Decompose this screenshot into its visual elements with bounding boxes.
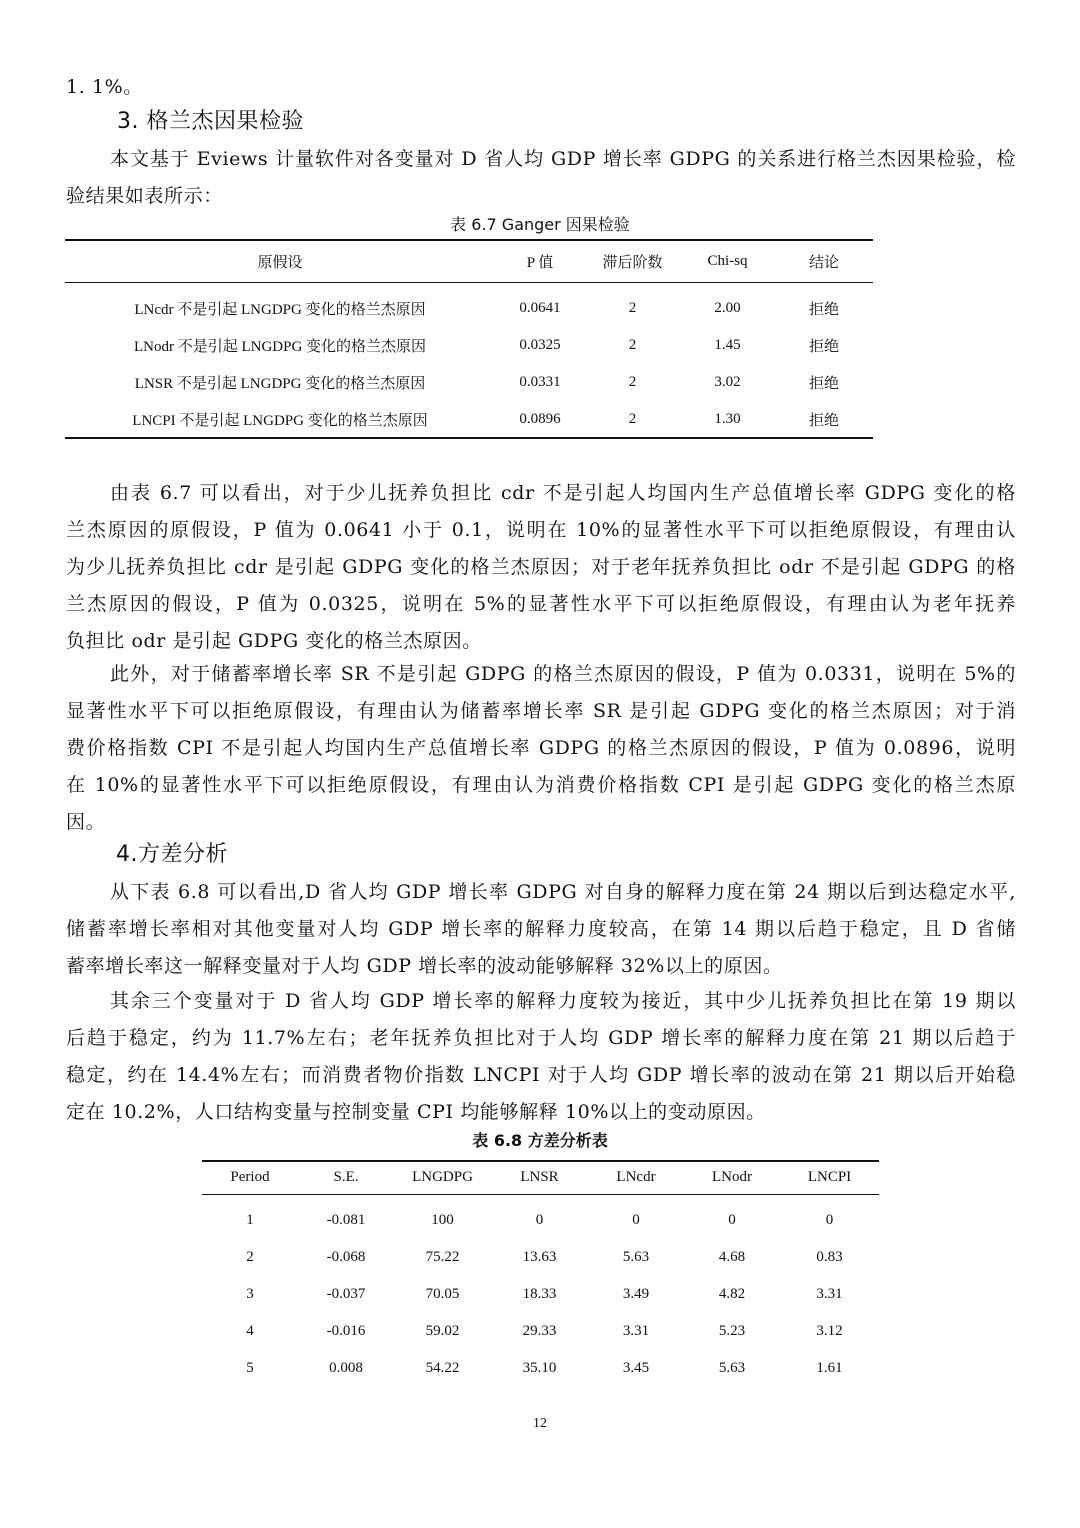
table-cell: 3.12 [816, 1323, 843, 1339]
table-cell: 1 [246, 1212, 254, 1229]
table-cell: -0.068 [326, 1249, 366, 1265]
table-row [202, 1350, 879, 1387]
table-cell: 1.61 [816, 1360, 843, 1376]
table68-caption: 表 6.8 方差分析表 [472, 1131, 608, 1150]
section3-heading: 3. 格兰杰因果检验 [117, 109, 304, 134]
para-b-line-4: 在 10%的显著性水平下可以拒绝原假设，有理由认为消费价格指数 CPI 是引起 GDPG 变化的格兰杰原 [66, 774, 1016, 796]
p-value-cell: 0.0325 [519, 337, 561, 353]
p-value-cell: 0.0641 [519, 300, 561, 317]
table-cell: 4 [246, 1323, 254, 1339]
header-cell: 原假设 [65, 240, 495, 282]
para-d-line-4: 定在 10.2%，人口结构变量与控制变量 CPI 均能够解释 10%以上的变动原因。 [66, 1101, 766, 1123]
table-cell: 75.22 [425, 1249, 460, 1265]
table-cell: 3.31 [816, 1286, 843, 1302]
para-c-line-1: 从下表 6.8 可以看出,D 省人均 GDP 增长率 GDPG 对自身的解释力度在第 24 期以后到达稳定水平, [110, 881, 1016, 903]
header-cell: LNodr [684, 1161, 780, 1194]
table-cell: 29.33 [522, 1323, 557, 1339]
header-cell: LNcdr [588, 1161, 684, 1194]
table-cell: -0.081 [326, 1212, 366, 1229]
table-cell: 5.63 [622, 1249, 650, 1265]
para-a-line-5: 负担比 odr 是引起 GDPG 变化的格兰杰原因。 [66, 630, 482, 652]
table-cell: 5 [246, 1360, 254, 1376]
section3-line-1: 本文基于 Eviews 计量软件对各变量对 D 省人均 GDP 增长率 GDPG 的关系进行格兰杰因果检验，检 [110, 148, 1016, 170]
table-header-row [65, 240, 873, 282]
para-a-line-1: 由表 6.7 可以看出，对于少儿抚养负担比 cdr 不是引起人均国内生产总值增长率 GDPG 变化的格 [110, 482, 1016, 504]
header-cell: P 值 [495, 240, 585, 282]
para-b-line-3: 费价格指数 CPI 不是引起人均国内生产总值增长率 GDPG 的格兰杰原因的假设，P 值为 0.0896，说明 [66, 737, 1016, 759]
table-cell: 5.63 [718, 1360, 746, 1376]
table-cell: 0.83 [816, 1249, 843, 1265]
table-row [202, 1194, 879, 1239]
para-d-line-3: 稳定，约在 14.4%左右；而消费者物价指数 LNCPI 对于人均 GDP 增长率的波动在第 21 期以后开始稳 [66, 1064, 1016, 1086]
lag-cell: 2 [628, 337, 637, 353]
para-c-line-2: 储蓄率增长率相对其他变量对人均 GDP 增长率的解释力度较高，在第 14 期以后趋于稳定，且 D 省储 [66, 918, 1016, 940]
table-cell: 3.31 [622, 1323, 650, 1339]
header-cell: LNSR [491, 1161, 588, 1194]
intro-line: 1. 1%。 [66, 76, 143, 98]
chi-sq-cell: 2.00 [714, 300, 741, 317]
page-number: 12 [533, 1416, 547, 1431]
hypothesis-cell: LNSR 不是引起 LNGDPG 变化的格兰杰原因 [134, 376, 426, 392]
table-cell: 2 [246, 1249, 254, 1265]
granger-table [65, 239, 873, 439]
table-row [65, 327, 873, 364]
table-cell: 0.008 [329, 1360, 363, 1376]
variance-decomposition-table [202, 1160, 879, 1387]
lag-cell: 2 [628, 300, 637, 317]
section3-line-2: 验结果如表所示： [66, 185, 223, 207]
header-cell: 滞后阶数 [585, 240, 680, 282]
table-cell: 35.10 [522, 1360, 557, 1376]
para-d-line-1: 其余三个变量对于 D 省人均 GDP 增长率的解释力度较为接近，其中少儿抚养负担比在第 19 期以 [110, 990, 1016, 1012]
header-cell: 结论 [775, 240, 873, 282]
table-cell: 100 [431, 1212, 454, 1229]
table-cell: 0 [825, 1212, 834, 1229]
header-cell: S.E. [298, 1161, 394, 1194]
table-cell: 4.68 [718, 1249, 746, 1265]
table-cell: 3.45 [622, 1360, 650, 1376]
p-value-cell: 0.0896 [519, 410, 561, 427]
table-row [65, 282, 873, 327]
table-cell: 3 [246, 1286, 254, 1302]
hypothesis-cell: LNcdr 不是引起 LNGDPG 变化的格兰杰原因 [134, 302, 426, 319]
p-value-cell: 0.0331 [519, 374, 561, 390]
para-a-line-2: 兰杰原因的原假设，P 值为 0.0641 小于 0.1，说明在 10%的显著性水平下可以拒绝原假设，有理由认 [66, 519, 1016, 541]
section4-heading: 4.方差分析 [116, 842, 228, 867]
hypothesis-cell: LNCPI 不是引起 LNGDPG 变化的格兰杰原因 [132, 412, 428, 429]
header-cell: LNGDPG [394, 1161, 491, 1194]
conclusion-cell: 拒绝 [808, 376, 839, 392]
para-b-line-1: 此外，对于储蓄率增长率 SR 不是引起 GDPG 的格兰杰原因的假设，P 值为 0.0331，说明在 5%的 [110, 663, 1016, 685]
table-cell: 4.82 [718, 1286, 746, 1302]
conclusion-cell: 拒绝 [808, 302, 839, 319]
table-cell: 3.49 [622, 1286, 650, 1302]
table-cell: 13.63 [522, 1249, 557, 1265]
chi-sq-cell: 1.45 [714, 337, 741, 353]
table-cell: 5.23 [718, 1323, 746, 1339]
para-d-line-2: 后趋于稳定，约为 11.7%左右；老年抚养负担比对于人均 GDP 增长率的解释力度在第 21 期以后趋于 [66, 1027, 1016, 1049]
table-cell: 0 [728, 1212, 736, 1229]
table-cell: -0.037 [326, 1286, 366, 1302]
conclusion-cell: 拒绝 [808, 339, 839, 355]
table-cell: 0 [632, 1212, 640, 1229]
header-cell: Period [202, 1161, 298, 1194]
table-cell: 18.33 [522, 1286, 557, 1302]
table-header-row [202, 1161, 879, 1194]
para-a-line-3: 为少儿抚养负担比 cdr 是引起 GDPG 变化的格兰杰原因；对于老年抚养负担比 odr 不是引起 GDPG 的格 [66, 556, 1016, 578]
table-cell: 0 [535, 1212, 544, 1229]
table-row [202, 1276, 879, 1313]
header-cell: Chi-sq [680, 240, 775, 282]
table-row [202, 1313, 879, 1350]
table-row [202, 1239, 879, 1276]
para-c-line-3: 蓄率增长率这一解释变量对于人均 GDP 增长率的波动能够解释 32%以上的原因。 [66, 955, 783, 977]
header-cell: LNCPI [780, 1161, 879, 1194]
chi-sq-cell: 1.30 [714, 410, 741, 427]
conclusion-cell: 拒绝 [808, 412, 839, 429]
chi-sq-cell: 3.02 [714, 374, 741, 390]
table-cell: 70.05 [425, 1286, 460, 1302]
para-b-line-5: 因。 [66, 811, 106, 833]
table-row [65, 364, 873, 401]
lag-cell: 2 [628, 374, 637, 390]
hypothesis-cell: LNodr 不是引起 LNGDPG 变化的格兰杰原因 [133, 339, 427, 355]
table-cell: 54.22 [425, 1360, 460, 1376]
para-a-line-4: 兰杰原因的假设，P 值为 0.0325，说明在 5%的显著性水平下可以拒绝原假设，有理由认为老年抚养 [66, 593, 1016, 615]
table-cell: -0.016 [326, 1323, 366, 1339]
para-b-line-2: 显著性水平下可以拒绝原假设，有理由认为储蓄率增长率 SR 是引起 GDPG 变化的格兰杰原因；对于消 [66, 700, 1016, 722]
table-row [65, 401, 873, 438]
table67-caption: 表 6.7 Ganger 因果检验 [450, 215, 630, 234]
table-cell: 59.02 [425, 1323, 460, 1339]
lag-cell: 2 [628, 410, 637, 427]
